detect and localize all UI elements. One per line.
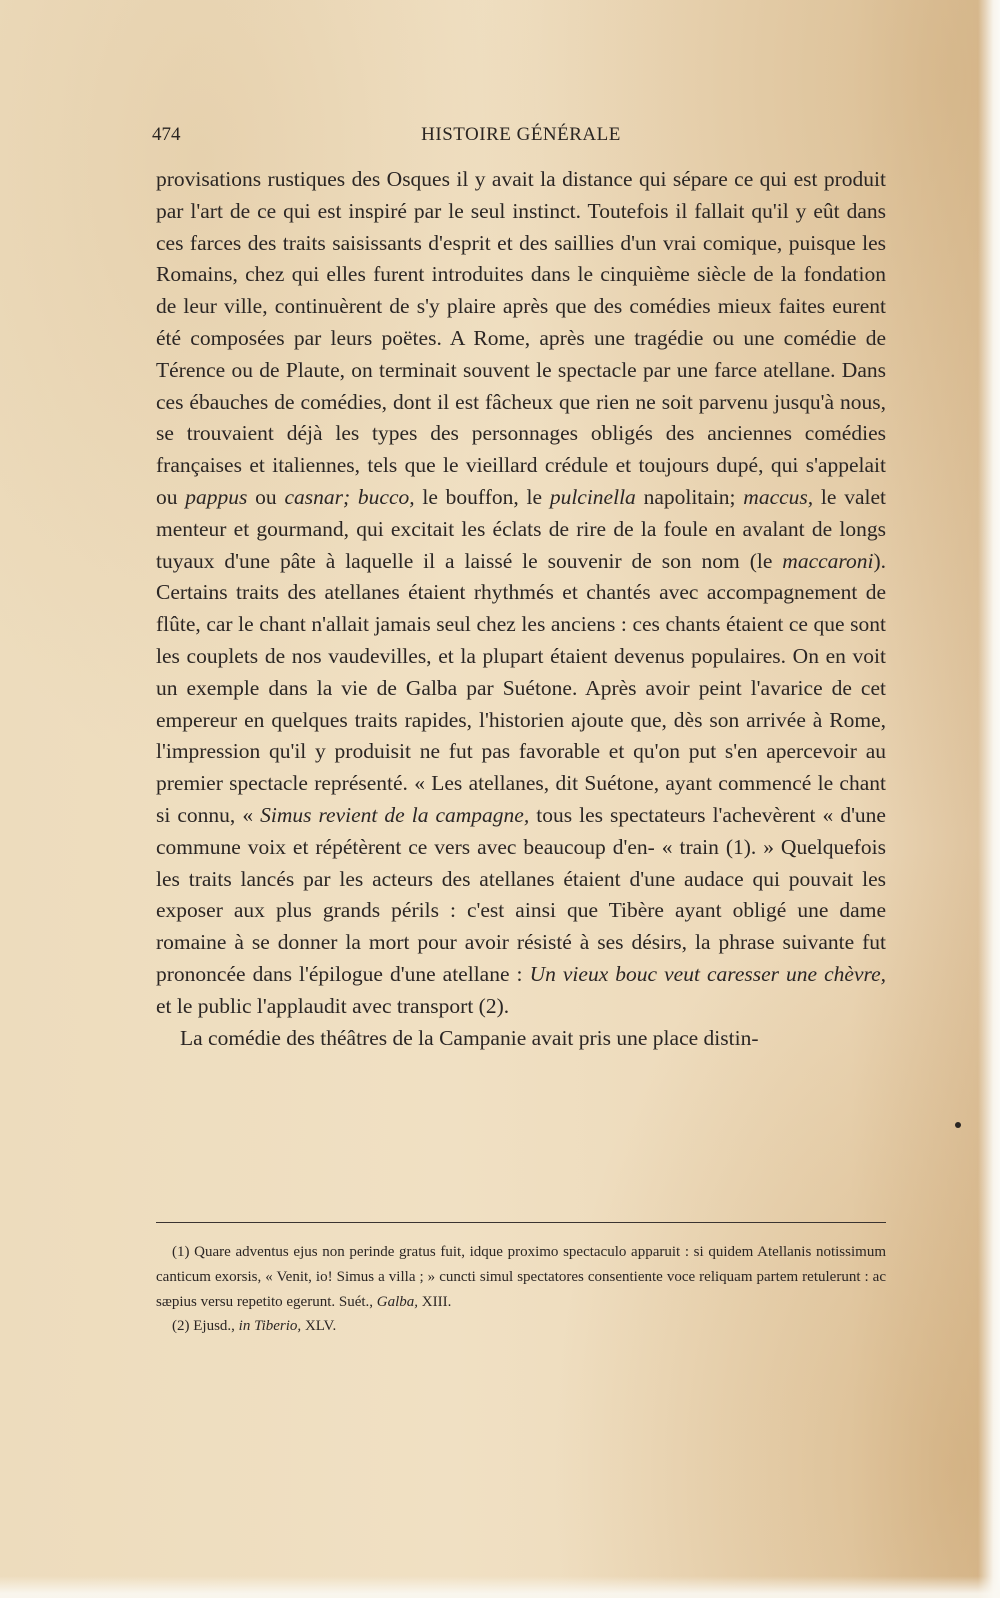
footnote-text: XIII.	[418, 1293, 452, 1310]
footnote-text: XLV.	[301, 1318, 337, 1335]
paragraph-1	[156, 164, 886, 1023]
text-run: le valet menteur et gourmand, qui excitait les éclats de rire de la foule en avalant de longs tuyaux d'une pâte à laquelle il a laissé le souvenir de son nom (le	[156, 484, 886, 573]
footnote-text: (2) Ejusd.,	[172, 1318, 239, 1335]
text-run: ou	[247, 484, 285, 509]
page-edge-bottom	[0, 1576, 1000, 1598]
italic-term: pulcinella	[549, 484, 636, 509]
footnote-2	[156, 1314, 886, 1339]
footnotes	[156, 1240, 886, 1339]
italic-quote: Un vieux bouc veut caresser une chèvre,	[529, 961, 886, 986]
page-header	[152, 122, 886, 152]
text-run: tous les spectateurs l'achevèrent « d'une commune voix et répétèrent ce vers avec beaucoup d'en- « train (1). » Quelquefois les traits lancés par les acteurs des atellanes étaient d'une audace qui pouvait les exposer aux plus grands périls : c'est ainsi que Tibère ayant obligé une dame romaine à se donner la mort pour avoir résisté à ses désirs, la phrase suivante fut prononcée dans l'épilogue d'une atellane :	[156, 802, 886, 986]
text-run: ). Certains traits des atellanes étaient rhythmés et chantés avec accompagnement de flûte, car le chant n'allait jamais seul chez les anciens : ces chants étaient ce que sont les couplets de nos vaudevilles, et la plupart étaient devenus populaires. On en voit un exemple dans la vie de Galba par Suétone. Après avoir peint l'avarice de cet empereur en quelques traits rapides, l'historien ajoute que, dès son arrivée à Rome, l'impression qu'il y produisit ne fut pas favorable et qu'on put s'en apercevoir au premier spectacle représenté. « Les atellanes, dit Suétone, ayant commencé le chant si connu, «	[156, 548, 886, 827]
page-number: 474	[152, 124, 181, 145]
footnote-italic: Galba,	[376, 1293, 419, 1310]
italic-term: casnar; bucco,	[284, 484, 415, 509]
paragraph-2: La comédie des théâtres de la Campanie avait pris une place distin-	[180, 1025, 759, 1050]
italic-term: pappus	[185, 484, 248, 509]
footnote-italic: in Tiberio,	[238, 1318, 302, 1335]
margin-dot	[955, 1122, 961, 1128]
italic-quote: Simus revient de la campagne,	[260, 802, 530, 827]
italic-term: maccus,	[743, 484, 814, 509]
text-run: et le public l'applaudit avec transport (2).	[156, 993, 510, 1018]
footnote-1	[156, 1240, 886, 1314]
footnote-text: (1) Quare adventus ejus non perinde gratus fuit, idque proximo spectaculo apparuit : si quidem Atellanis notissimum canticum exorsis, « Venit, io! Simus a villa ; » cuncti simul spectatores consentiente voce reliquam partem retulerunt : ac sæpius versu repetito egerunt. Suét.,	[156, 1244, 886, 1310]
footnote-separator	[156, 1222, 886, 1223]
italic-term: maccaroni	[782, 548, 874, 573]
text-run: le bouffon, le	[414, 484, 550, 509]
running-title: HISTOIRE GÉNÉRALE	[421, 124, 621, 145]
page-edge	[978, 0, 1000, 1598]
text-run: napolitain;	[635, 484, 744, 509]
text-run: provisations rustiques des Osques il y avait la distance qui sépare ce qui est produit par l'art de ce qui est inspiré par le seul instinct. Toutefois il fallait qu'il y eût dans ces farces des traits saisissants d'esprit et des saillies d'un vrai comique, puisque les Romains, chez qui elles furent introduites dans le cinquième siècle de la fondation de leur ville, continuèrent de s'y plaire après que des comédies mieux faites eurent été composées par leurs poëtes. A Rome, après une tragédie ou une comédie de Térence ou de Plaute, on terminait souvent le spectacle par une farce atellane. Dans ces ébauches de comédies, dont il est fâcheux que rien ne soit parvenu jusqu'à nous, se trouvaient déjà les types des personnages obligés des anciennes comédies françaises et italiennes, tels que le vieillard crédule et toujours dupé, qui s'appelait ou	[156, 167, 886, 509]
body-text	[156, 164, 886, 1054]
